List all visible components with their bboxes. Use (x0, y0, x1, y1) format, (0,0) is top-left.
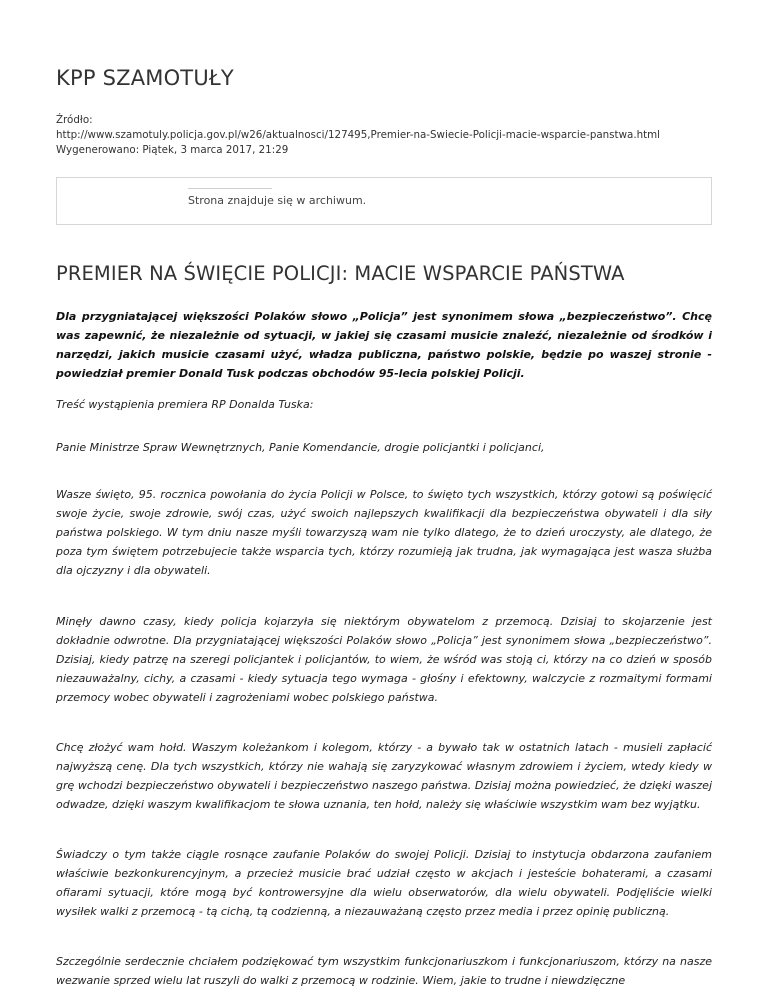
article-paragraph: Szczególnie serdecznie chciałem podziękować tym wszystkim funkcjonariuszkom i funkcjonariuszom, którzy na nasze wezwanie sprzed wielu lat ruszyli do walki z przemocą w rodzinie. Wiem, jakie to trudne i niewdzięczne (56, 955, 712, 987)
source-meta (56, 113, 712, 158)
article-paragraph: Świadczy o tym także ciągle rosnące zaufanie Polaków do swojej Policji. Dzisiaj to instytucja obdarzona zaufaniem właściwie bezkonkurencyjnym, a przecież musicie brać udział często w akcjach i jesteście bohaterami, a czasami ofiarami sytuacji, które mogą być kontrowersyjne dla wielu obserwatorów, dla wielu obywateli. Podjęliście wielki wysiłek walki z przemocą - tą cichą, tą codzienną, a niezauważaną często przez media i przez opinię publiczną. (56, 848, 712, 918)
generated-date: Wygenerowano: Piątek, 3 marca 2017, 21:29 (56, 144, 289, 156)
article-paragraph: Panie Ministrze Spraw Wewnętrznych, Panie Komendancie, drogie policjantki i policjanci, (56, 441, 545, 454)
article-paragraph: Chcę złożyć wam hołd. Waszym koleżankom i kolegom, którzy - a bywało tak w ostatnich latach - musieli zapłacić najwyższą cenę. Dla tych wszystkich, którzy nie wahają się zaryzykować własnym zdrowiem i życiem, wtedy kiedy w grę wchodzi bezpieczeństwo obywateli i bezpieczeństwo naszego państwa. Dzisiaj można powiedzieć, że dzięki waszej odwadze, dzięki waszym kwalifikacjom te słowa uznania, ten hołd, należy się właściwie wszystkim wam bez wyjątku. (56, 741, 712, 811)
source-url: http://www.szamotuly.policja.gov.pl/w26/aktualnosci/127495,Premier-na-Swiecie-Policji-macie-wsparcie-panstwa.html (56, 129, 661, 141)
archive-notice-box (56, 177, 712, 225)
archive-divider (188, 188, 272, 189)
article-paragraph: Wasze święto, 95. rocznica powołania do życia Policji w Polsce, to święto tych wszystkich, którzy gotowi są poświęcić swoje życie, swoje zdrowie, swój czas, użyć swoich najlepszych kwalifikacji dla bezpieczeństwa obywateli i dla siły państwa polskiego. W tym dniu nasze myśli towarzyszą wam nie tylko dlatego, że to dzień uroczysty, ale dlatego, że poza tym świętem potrzebujecie także wsparcia tych, którzy rozumieją jak trudna, jak wymagająca jest wasza służba dla ojczyzny i dla obywateli. (56, 488, 712, 577)
article-paragraph: Treść wystąpienia premiera RP Donalda Tuska: (56, 398, 314, 411)
archive-notice: Strona znajduje się w archiwum. (188, 194, 367, 207)
site-title: KPP SZAMOTUŁY (56, 66, 234, 90)
article-lead: Dla przygniatającej większości Polaków słowo „Policja” jest synonimem słowa „bezpieczeństwo”. Chcę was zapewnić, że niezależnie od sytuacji, w jakiej się czasami musicie znaleźć, niezależnie od środków i narzędzi, jakich musicie czasami użyć, władza publiczna, państwo polskie, będzie po waszej stronie - powiedział premier Donald Tusk podczas obchodów 95-lecia polskiej Policji. (56, 310, 712, 380)
article-title: PREMIER NA ŚWIĘCIE POLICJI: MACIE WSPARCIE PAŃSTWA (56, 262, 625, 285)
source-label: Źródło: (56, 114, 93, 126)
article-paragraph: Minęły dawno czasy, kiedy policja kojarzyła się niektórym obywatelom z przemocą. Dzisiaj to skojarzenie jest dokładnie odwrotne. Dla przygniatającej większości Polaków słowo „Policja” jest synonimem słowa „bezpieczeństwo”. Dzisiaj, kiedy patrzę na szeregi policjantek i policjantów, to wiem, że wśród was stoją ci, którzy na co dzień w sposób niezauważalny, cichy, a czasami - kiedy sytuacja tego wymaga - głośny i efektowny, walczycie z rozmaitymi formami przemocy wobec obywateli i zagrożeniami wobec polskiego państwa. (56, 615, 712, 704)
